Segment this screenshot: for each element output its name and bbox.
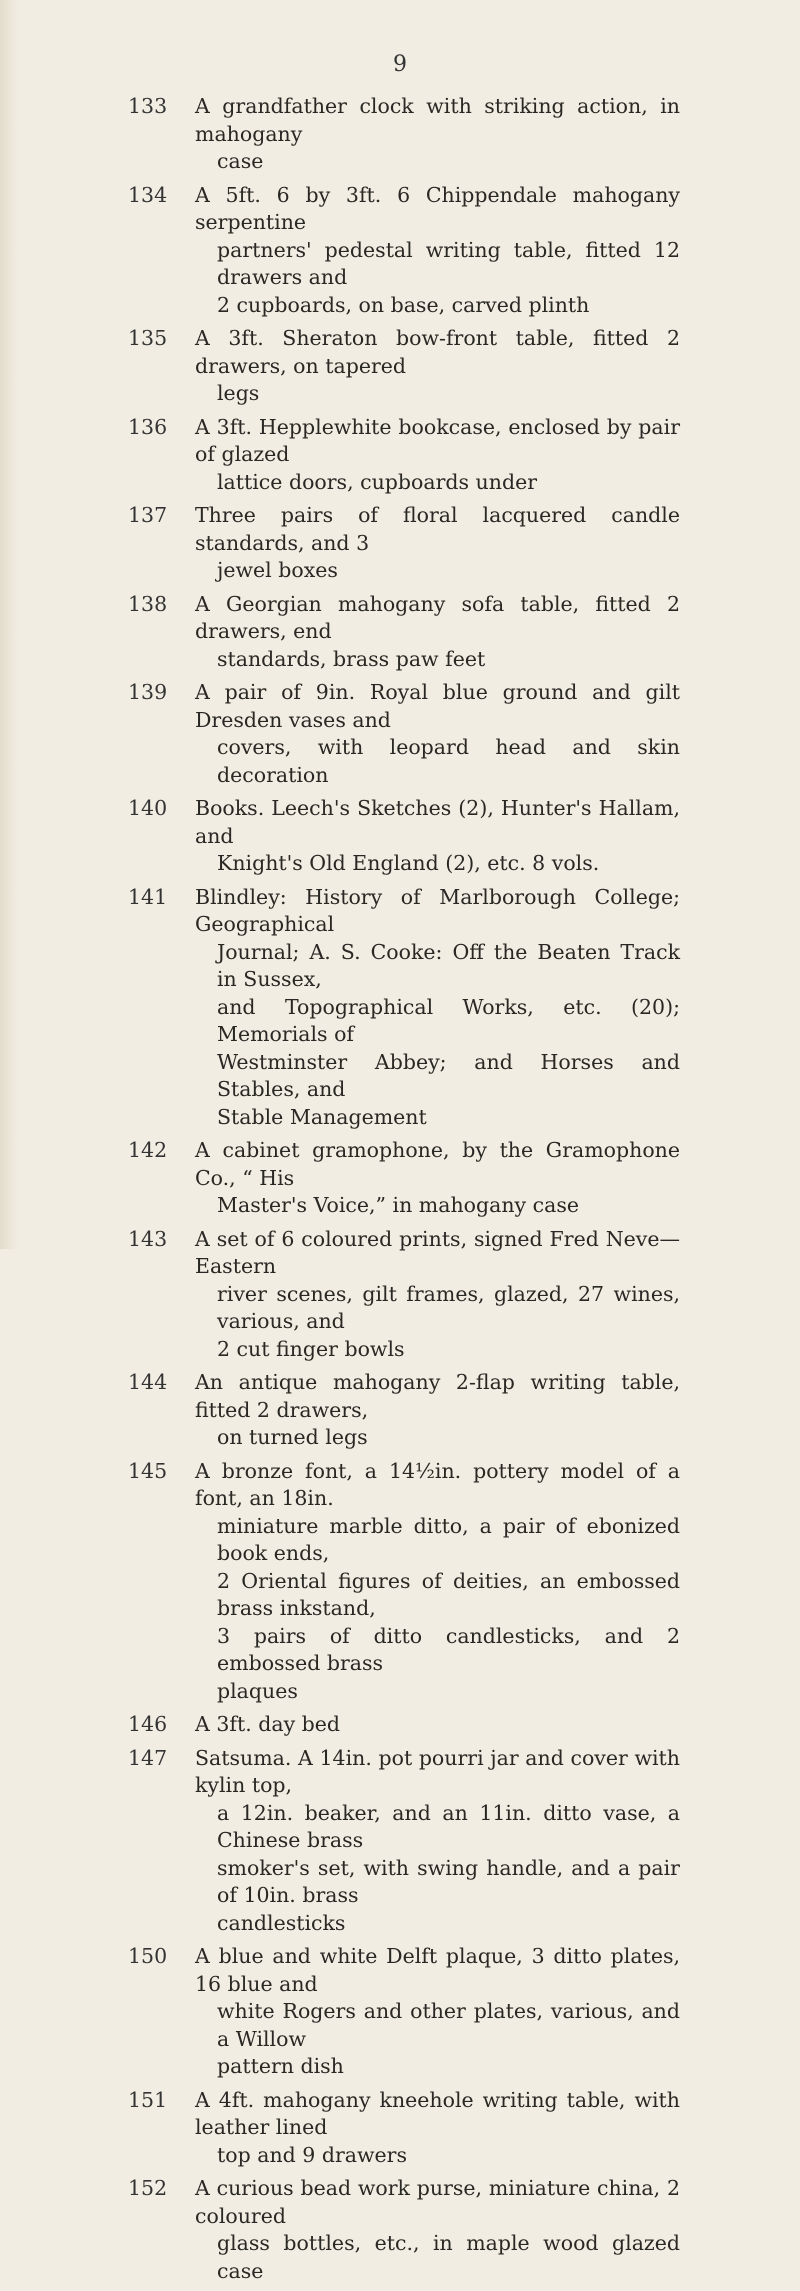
- lot-number: 151: [128, 2087, 168, 2112]
- lot-entry: [0, 1745, 800, 1938]
- lot-description: [195, 93, 680, 176]
- lot-entry: [0, 1369, 800, 1452]
- lot-number: 150: [128, 1944, 168, 1968]
- lot-entry: [0, 591, 800, 674]
- lot-entry: [0, 679, 800, 789]
- lot-description-line: Westminster Abbey; and Horses and Stables, and: [217, 1049, 680, 1101]
- lot-description-line: A 5ft. 6 by 3ft. 6 Chippendale mahogany serpentine: [195, 182, 680, 234]
- lot-description-line: jewel boxes: [217, 558, 338, 582]
- lot-description: [195, 884, 680, 1132]
- lot-number: 139: [128, 680, 168, 704]
- lot-number: 135: [128, 326, 168, 350]
- lot-number: 152: [128, 2176, 168, 2200]
- lot-description-line: A blue and white Delft plaque, 3 ditto plates, 16 blue and: [195, 1944, 680, 1996]
- lot-number: 144: [128, 1370, 168, 1394]
- lot-description: [195, 414, 680, 497]
- lot-description-line: A pair of 9in. Royal blue ground and gilt Dresden vases and: [195, 680, 680, 732]
- lot-entry: [0, 1137, 800, 1220]
- lot-description-line: smoker's set, with swing handle, and a pair of 10in. brass: [217, 1855, 680, 1907]
- lot-description: [195, 1745, 680, 1938]
- lot-number: 147: [128, 1745, 168, 1770]
- lot-description-line: 2 Oriental figures of deities, an embossed brass inkstand,: [217, 1568, 680, 1620]
- lot-description-line: Satsuma. A 14in. pot pourri jar and cover with kylin top,: [195, 1745, 680, 1797]
- lot-description-line: white Rogers and other plates, various, and a Willow: [217, 1999, 680, 2051]
- lot-entry: [0, 1458, 800, 1706]
- lot-entry: [0, 502, 800, 585]
- lot-number: 134: [128, 182, 168, 207]
- lot-number: 143: [128, 1226, 168, 1251]
- lot-number: 137: [128, 503, 168, 527]
- lot-description-line: lattice doors, cupboards under: [217, 469, 538, 494]
- lot-description-line: A grandfather clock with striking action, in mahogany: [195, 94, 680, 146]
- lot-entry: [0, 414, 800, 497]
- lot-description: [195, 1943, 680, 2081]
- lot-description-line: top and 9 drawers: [217, 2142, 407, 2167]
- lot-description-line: A cabinet gramophone, by the Gramophone Co., “ His: [195, 1138, 680, 1190]
- lot-description-line: plaques: [217, 1678, 298, 1703]
- lot-description-line: A curious bead work purse, miniature china, 2 coloured: [195, 2176, 680, 2228]
- lot-description-line: and Topographical Works, etc. (20); Memorials of: [217, 994, 680, 1046]
- lot-description-line: Stable Management: [217, 1104, 427, 1129]
- lot-description: [195, 1226, 680, 1364]
- lot-description-line: A set of 6 coloured prints, signed Fred Neve—Eastern: [195, 1226, 680, 1278]
- lot-description: [195, 795, 680, 878]
- lot-description-line: covers, with leopard head and skin decoration: [217, 735, 680, 787]
- lot-entry: [0, 2175, 800, 2285]
- lot-description: [195, 2087, 680, 2170]
- lot-description-line: A bronze font, a 14½in. pottery model of a font, an 18in.: [195, 1458, 680, 1510]
- lot-description: [195, 1137, 680, 1220]
- lot-description: [195, 325, 680, 408]
- lot-entry: [0, 1711, 800, 1739]
- lot-description-line: A Georgian mahogany sofa table, fitted 2 drawers, end: [195, 591, 680, 643]
- lot-description-line: A 4ft. mahogany kneehole writing table, with leather lined: [195, 2087, 680, 2139]
- lot-number: 145: [128, 1458, 168, 1483]
- lot-description-line: 2 cut finger bowls: [217, 1336, 405, 1361]
- lot-description: [195, 591, 680, 674]
- lot-description: [195, 502, 680, 585]
- lot-description-line: standards, brass paw feet: [217, 646, 486, 671]
- lot-description-line: A 3ft. Hepplewhite bookcase, enclosed by pair of glazed: [195, 414, 680, 466]
- lot-description: [195, 182, 680, 320]
- lot-entry: [0, 1943, 800, 2081]
- lot-description-line: Books. Leech's Sketches (2), Hunter's Hallam, and: [195, 796, 680, 848]
- lot-description-line: A 3ft. Sheraton bow-front table, fitted 2 drawers, on tapered: [195, 326, 680, 378]
- lot-description-line: miniature marble ditto, a pair of ebonized book ends,: [217, 1513, 680, 1565]
- lot-entry: [0, 93, 800, 176]
- lot-number: 141: [128, 884, 168, 909]
- lot-number: 140: [128, 796, 168, 820]
- lot-description-line: glass bottles, etc., in maple wood glazed case: [217, 2231, 680, 2283]
- lot-description-line: Blindley: History of Marlborough College; Geographical: [195, 884, 680, 936]
- lot-entry: [0, 795, 800, 878]
- lot-entry: [0, 325, 800, 408]
- lot-description: [195, 1458, 680, 1706]
- lot-description: [195, 679, 680, 789]
- lot-list: [0, 93, 800, 2291]
- lot-description-line: A 3ft. day bed: [195, 1712, 341, 1736]
- lot-description-line: 3 pairs of ditto candlesticks, and 2 embossed brass: [217, 1623, 680, 1675]
- lot-entry: [0, 2087, 800, 2170]
- lot-description-line: 2 cupboards, on base, carved plinth: [217, 292, 590, 317]
- lot-description-line: river scenes, gilt frames, glazed, 27 wines, various, and: [217, 1281, 680, 1333]
- lot-number: 136: [128, 414, 168, 439]
- lot-description: [195, 1369, 680, 1452]
- lot-description-line: partners' pedestal writing table, fitted 12 drawers and: [217, 237, 680, 289]
- lot-description-line: Three pairs of floral lacquered candle standards, and 3: [195, 503, 680, 555]
- lot-description-line: An antique mahogany 2-flap writing table, fitted 2 drawers,: [195, 1370, 680, 1422]
- lot-number: 142: [128, 1138, 168, 1162]
- lot-number: 138: [128, 591, 168, 616]
- lot-description: [195, 1711, 680, 1739]
- lot-description-line: a 12in. beaker, and an 11in. ditto vase, a Chinese brass: [217, 1800, 680, 1852]
- lot-number: 133: [128, 94, 168, 118]
- lot-description-line: legs: [217, 381, 260, 405]
- lot-entry: [0, 182, 800, 320]
- lot-entry: [0, 884, 800, 1132]
- lot-description-line: candlesticks: [217, 1910, 346, 1935]
- lot-entry: [0, 1226, 800, 1364]
- lot-description-line: on turned legs: [217, 1425, 368, 1449]
- lot-description-line: Knight's Old England (2), etc. 8 vols.: [217, 851, 600, 875]
- lot-description-line: Master's Voice,” in mahogany case: [217, 1193, 580, 1217]
- lot-description: [195, 2175, 680, 2285]
- page-number: 9: [393, 52, 407, 77]
- lot-number: 146: [128, 1712, 168, 1736]
- lot-description-line: pattern dish: [217, 2054, 344, 2078]
- lot-description-line: Journal; A. S. Cooke: Off the Beaten Track in Sussex,: [217, 939, 680, 991]
- lot-description-line: case: [217, 149, 264, 173]
